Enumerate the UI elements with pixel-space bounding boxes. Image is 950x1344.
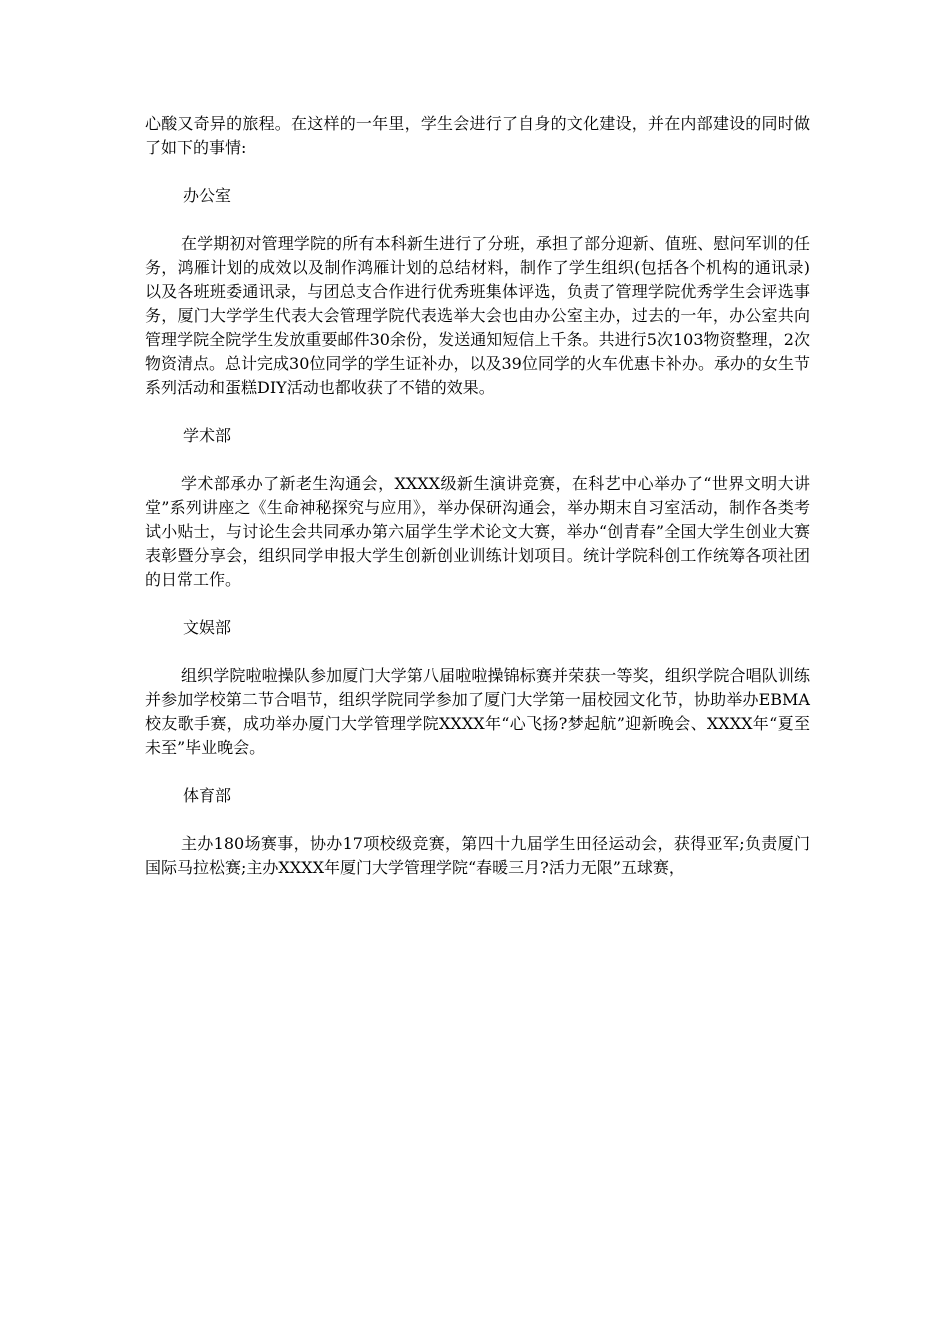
section-heading-office: 办公室	[183, 186, 232, 205]
section-heading-sports: 体育部	[183, 786, 232, 805]
document-page	[145, 112, 810, 904]
section-body-sports: 主办180场赛事，协办17项校级竞赛，第四十九届学生田径运动会，获得亚军;负责厦门国际马拉松赛;主办XXXX年厦门大学管理学院“春暖三月?活力无限”五球赛，	[145, 834, 810, 877]
section-heading-academic: 学术部	[183, 426, 232, 445]
section-heading-entertainment: 文娱部	[183, 618, 232, 637]
section-body-office: 在学期初对管理学院的所有本科新生进行了分班，承担了部分迎新、值班、慰问军训的任务，鸿雁计划的成效以及制作鸿雁计划的总结材料，制作了学生组织(包括各个机构的通讯录)以及各班班委通讯录，与团总支合作进行优秀班集体评选，负责了管理学院优秀学生会评选事务，厦门大学学生代表大会管理学院代表选举大会也由办公室主办，过去的一年，办公室共向管理学院全院学生发放重要邮件30余份，发送通知短信上千条。共进行5次103物资整理，2次物资清点。总计完成30位同学的学生证补办，以及39位同学的火车优惠卡补办。承办的女生节系列活动和蛋糕DIY活动也都收获了不错的效果。	[145, 234, 810, 397]
section-body-entertainment: 组织学院啦啦操队参加厦门大学第八届啦啦操锦标赛并荣获一等奖，组织学院合唱队训练并参加学校第二节合唱节，组织学院同学参加了厦门大学第一届校园文化节，协助举办EBMA校友歌手赛，成功举办厦门大学管理学院XXXX年“心飞扬?梦起航”迎新晚会、XXXX年“夏至未至”毕业晚会。	[145, 666, 810, 757]
section-body-academic: 学术部承办了新老生沟通会，XXXX级新生演讲竞赛，在科艺中心举办了“世界文明大讲堂”系列讲座之《生命神秘探究与应用》，举办保研沟通会，举办期末自习室活动，制作各类考试小贴士，与讨论生会共同承办第六届学生学术论文大赛，举办“创青春”全国大学生创业大赛表彰暨分享会，组织同学申报大学生创新创业训练计划项目。统计学院科创工作统筹各项社团的日常工作。	[145, 474, 810, 589]
intro-paragraph: 心酸又奇异的旅程。在这样的一年里，学生会进行了自身的文化建设，并在内部建设的同时做了如下的事情:	[145, 114, 810, 157]
